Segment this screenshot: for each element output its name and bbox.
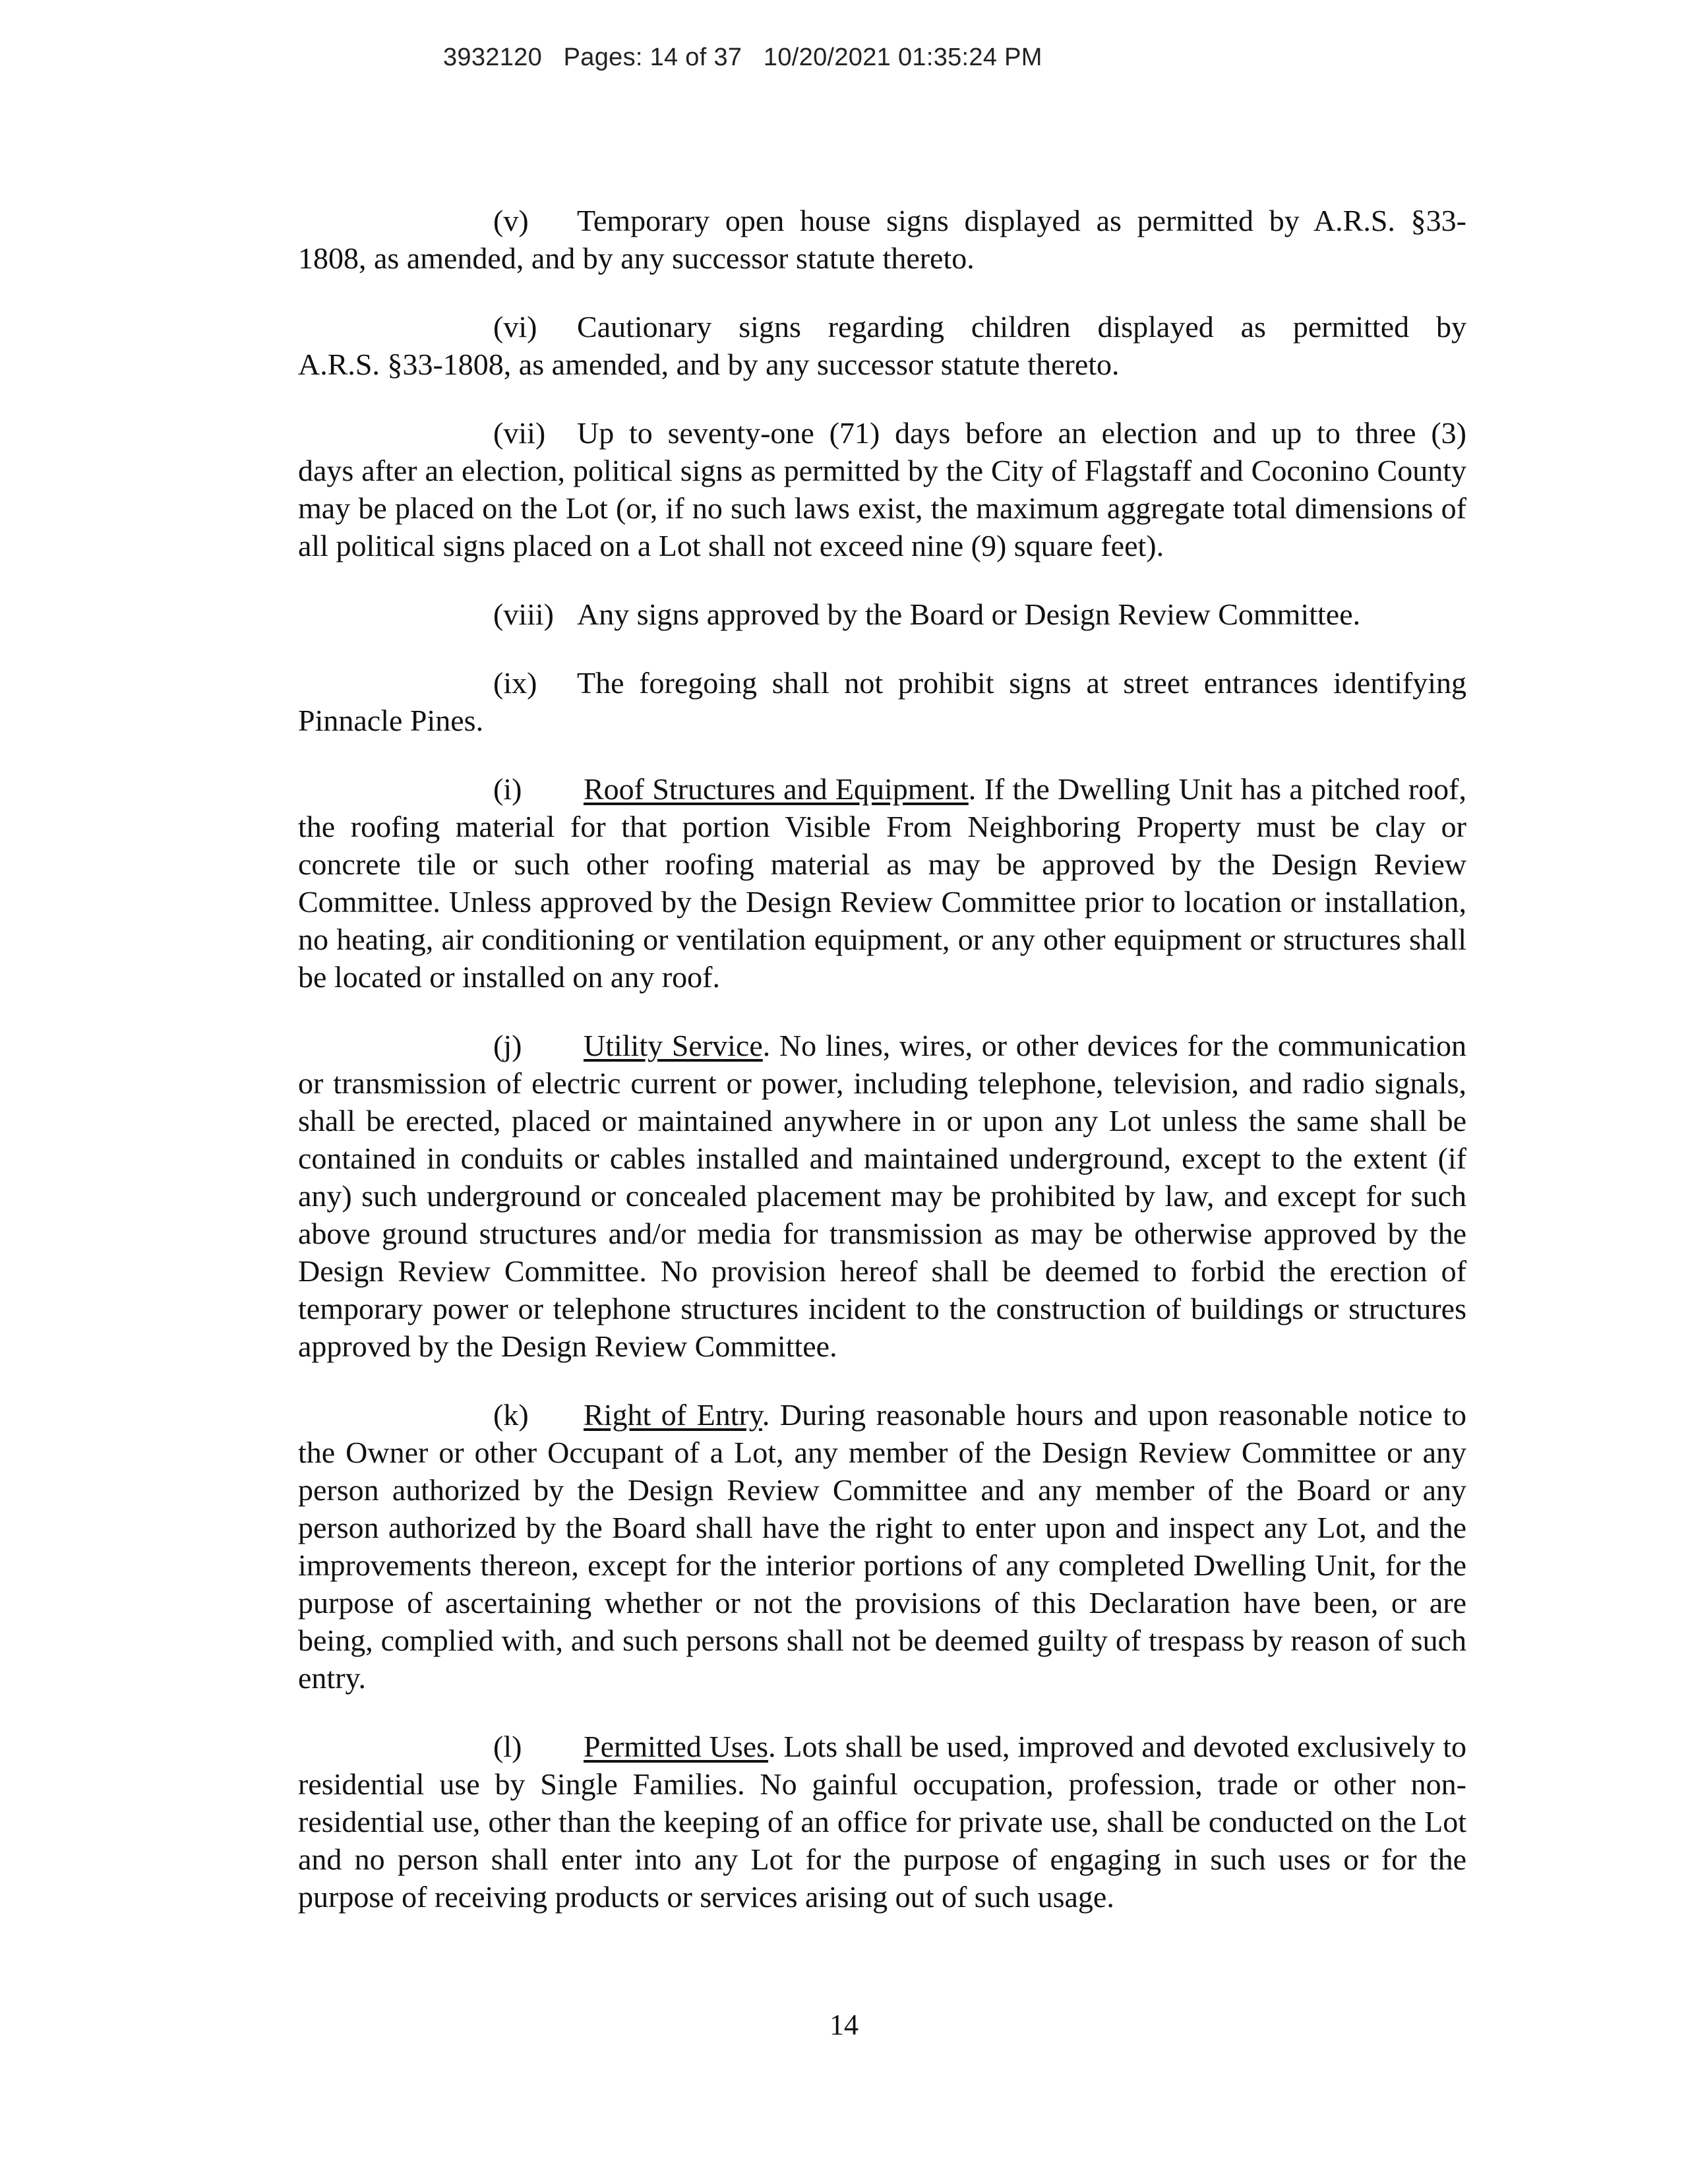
item-continuation: Pinnacle Pines.	[298, 704, 484, 737]
subsection-ix	[298, 664, 1466, 739]
section-heading: Utility Service	[584, 1029, 763, 1062]
item-label: (v)	[493, 204, 529, 237]
section-text: . Lots shall be used, improved and devoted exclusively to residential use by Single Families. No gainful occupation, profession, trade or other non-residential use, other than the keeping of an office for private use, shall be conducted on the Lot and no person shall enter into any Lot for the purpose of engaging in such uses or for the purpose of receiving products or services arising out of such usage.	[298, 1730, 1467, 1914]
recording-datetime: 10/20/2021 01:35:24 PM	[763, 44, 1042, 71]
section-text-block	[298, 1027, 1466, 1365]
first-line	[298, 595, 1466, 633]
item-continuation: days after an election, political signs as permitted by the City of Flagstaff and Coconino County may be placed on the Lot (or, if no such laws exist, the maximum aggregate total dimensions of all political signs placed on a Lot shall not exceed nine (9) square feet).	[298, 454, 1466, 562]
item-text: Any signs approved by the Board or Design Review Committee.	[577, 597, 1361, 631]
item-continuation: 1808, as amended, and by any successor statute thereto.	[298, 241, 975, 275]
first-line	[298, 414, 1466, 452]
section-text-block	[298, 770, 1466, 996]
section-label: (l)	[493, 1730, 522, 1763]
section-label: (k)	[493, 1398, 529, 1432]
item-text: Temporary open house signs displayed as permitted by A.R.S. §33-	[577, 204, 1466, 237]
section-text: . No lines, wires, or other devices for the communication or transmission of electric current or power, including telephone, television, and radio signals, shall be erected, placed or maintained anywhere in or upon any Lot unless the same shall be contained in conduits or cables installed and maintained underground, except to the extent (if any) such underground or concealed placement may be prohibited by law, and except for such above ground structures and/or media for transmission as may be otherwise approved by the Design Review Committee. No provision hereof shall be deemed to forbid the erection of temporary power or telephone structures incident to the construction of buildings or structures approved by the Design Review Committee.	[298, 1029, 1466, 1363]
subsection-vi	[298, 308, 1466, 383]
item-text: Cautionary signs regarding children displayed as permitted by	[577, 310, 1466, 344]
section-label: (i)	[493, 772, 522, 806]
subsection-v	[298, 202, 1466, 277]
section-right-of-entry	[298, 1396, 1466, 1697]
section-text: . If the Dwelling Unit has a pitched roof, the roofing material for that portion Visible From Neighboring Property must be clay or concrete tile or such other roofing material as may be approved by the Design Review Committee. Unless approved by the Design Review Committee prior to location or installation, no heating, air conditioning or ventilation equipment, or any other equipment or structures shall be located or installed on any roof.	[298, 772, 1466, 994]
section-label: (j)	[493, 1029, 522, 1062]
item-label: (viii)	[493, 597, 554, 631]
item-text: The foregoing shall not prohibit signs at street entrances identifying	[577, 666, 1466, 700]
item-label: (vii)	[493, 416, 546, 450]
first-line	[298, 308, 1466, 346]
section-heading: Right of Entry	[584, 1398, 762, 1432]
item-continuation: A.R.S. §33-1808, as amended, and by any successor statute thereto.	[298, 348, 1120, 381]
first-line	[298, 202, 1466, 239]
page-count: Pages: 14 of 37	[563, 44, 742, 71]
page-number: 14	[829, 2009, 859, 2041]
recording-header	[443, 44, 1042, 72]
section-text-block	[298, 1396, 1466, 1697]
document-number: 3932120	[443, 44, 543, 71]
section-text-block	[298, 1728, 1466, 1916]
item-label: (vi)	[493, 310, 537, 344]
item-label: (ix)	[493, 666, 537, 700]
subsection-vii	[298, 414, 1466, 564]
section-utility-service	[298, 1027, 1466, 1365]
first-line	[298, 664, 1466, 702]
subsection-viii	[298, 595, 1466, 633]
document-body	[298, 202, 1466, 1947]
section-permitted-uses	[298, 1728, 1466, 1916]
section-heading: Roof Structures and Equipment	[584, 772, 969, 806]
item-text: Up to seventy-one (71) days before an election and up to three (3)	[577, 416, 1466, 450]
section-text: . During reasonable hours and upon reasonable notice to the Owner or other Occupant of a Lot, any member of the Design Review Committee or any person authorized by the Design Review Committee and any member of the Board or any person authorized by the Board shall have the right to enter upon and inspect any Lot, and the improvements thereon, except for the interior portions of any completed Dwelling Unit, for the purpose of ascertaining whether or not the provisions of this Declaration have been, or are being, complied with, and such persons shall not be deemed guilty of trespass by reason of such entry.	[298, 1398, 1466, 1695]
section-heading: Permitted Uses	[584, 1730, 769, 1763]
section-roof-structures	[298, 770, 1466, 996]
